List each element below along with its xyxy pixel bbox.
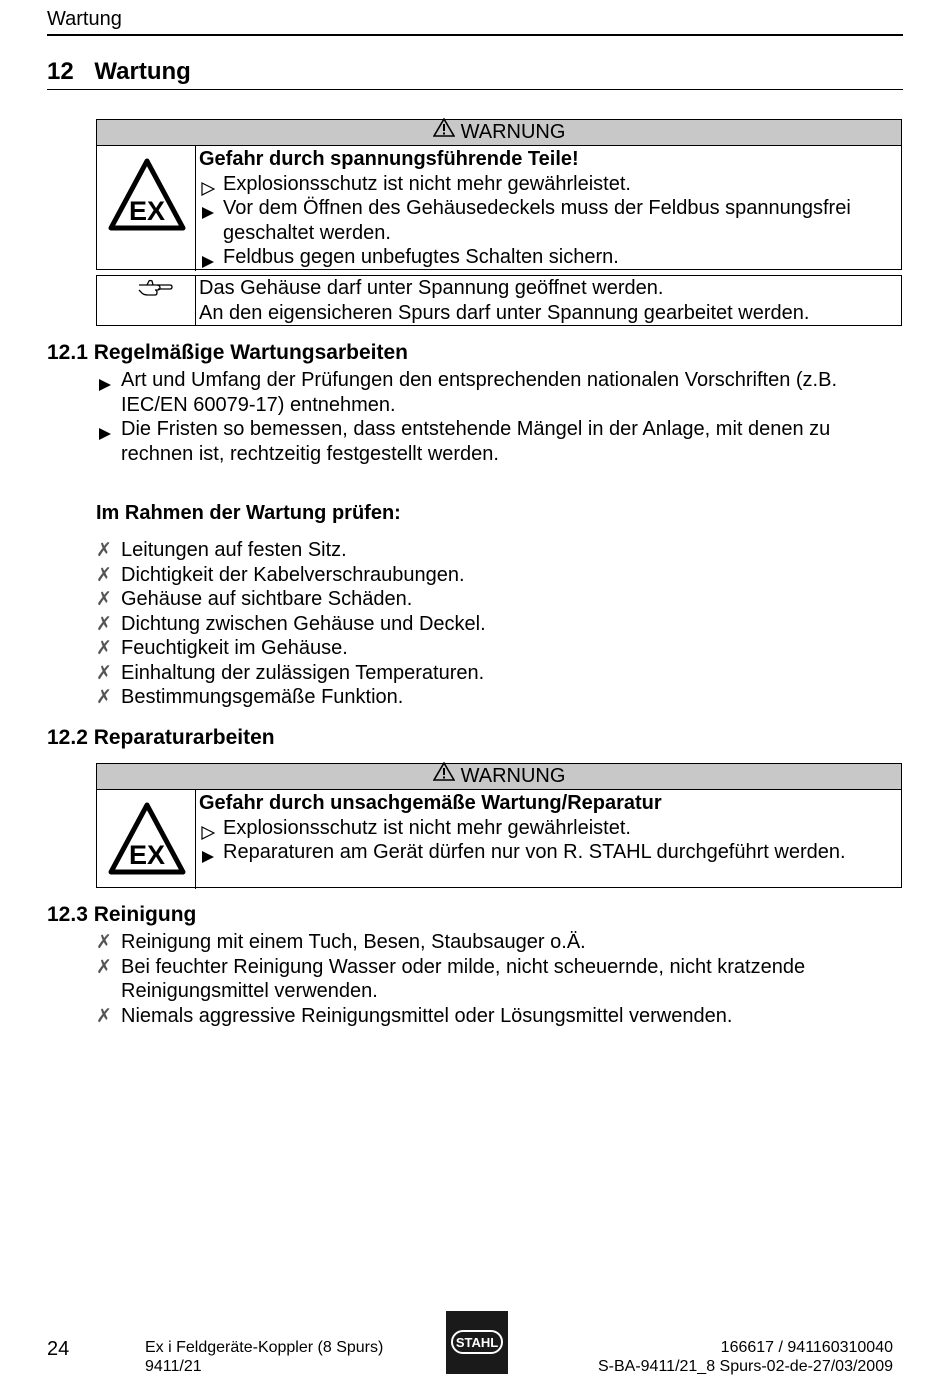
- cleaning-list: [96, 930, 906, 1028]
- list-item: Die Fristen so bemessen, dass entstehende Mängel in der Anlage, mit denen zu rechnen ist, rechtzeitig festgestellt werden.: [96, 417, 906, 466]
- footer-doc-ref: [598, 1338, 893, 1376]
- warning-box-live-parts: [96, 119, 902, 270]
- logo-text: STAHL: [455, 1335, 499, 1350]
- cross-mark-icon: ✗: [96, 612, 112, 635]
- action-triangle-icon: [98, 374, 112, 399]
- warning-title: Gefahr durch spannungsführende Teile!: [199, 148, 579, 170]
- chapter-rule: [47, 89, 903, 90]
- chapter-title-text: Wartung: [94, 58, 191, 85]
- list-item: Art und Umfang der Prüfungen den entsprechenden nationalen Vorschriften (z.B. IEC/EN 60079-17) entnehmen.: [96, 368, 906, 417]
- note-line: An den eigensicheren Spurs darf unter Spannung gearbeitet werden.: [199, 301, 810, 324]
- note-line: Das Gehäuse darf unter Spannung geöffnet werden.: [199, 277, 664, 299]
- warning-label: WARNUNG: [460, 765, 566, 787]
- warning-header: [97, 764, 901, 790]
- list-item: ✗ Leitungen auf festen Sitz.: [96, 539, 347, 561]
- list-item: ✗ Gehäuse auf sichtbare Schäden.: [96, 588, 413, 610]
- header-rule: [47, 34, 903, 36]
- list-item: ✗ Feuchtigkeit im Gehäuse.: [96, 637, 348, 659]
- check-heading: Im Rahmen der Wartung prüfen:: [96, 502, 401, 524]
- footer-doc-title: Ex i Feldgeräte-Koppler (8 Spurs): [145, 1339, 384, 1356]
- maintenance-actions-list: [96, 368, 906, 466]
- cross-mark-icon: ✗: [96, 686, 112, 708]
- section-title-12-2: 12.2 Reparaturarbeiten: [47, 726, 275, 749]
- list-item: ✗ Bei feuchter Reinigung Wasser oder milde, nicht scheuernde, nicht kratzende Reinigungsmittel verwenden.: [96, 955, 806, 1002]
- warning-action: Feldbus gegen unbefugtes Schalten sichern.: [199, 245, 901, 270]
- chapter-title: [47, 58, 191, 86]
- action-triangle-icon: [201, 202, 215, 227]
- stahl-logo: [446, 1311, 508, 1374]
- chapter-number: 12: [47, 58, 74, 85]
- cross-mark-icon: ✗: [96, 1004, 112, 1027]
- warning-label: WARNUNG: [460, 121, 566, 143]
- list-item: ✗ Einhaltung der zulässigen Temperaturen.: [96, 661, 485, 684]
- cross-mark-icon: ✗: [96, 563, 112, 586]
- warning-action: Vor dem Öffnen des Gehäusedeckels muss der Feldbus spannungsfrei geschaltet werden.: [199, 196, 901, 245]
- section-title-12-3: 12.3 Reinigung: [47, 903, 197, 926]
- svg-text:EX: EX: [128, 840, 166, 870]
- page-number: 24: [47, 1338, 70, 1360]
- action-triangle-icon: [201, 846, 215, 871]
- cross-mark-icon: ✗: [96, 588, 112, 610]
- warning-box-repair: [96, 763, 902, 888]
- note-box: [96, 275, 902, 326]
- warning-triangle-icon: [433, 118, 455, 144]
- running-header: Wartung: [47, 8, 122, 30]
- cross-mark-icon: ✗: [96, 637, 112, 659]
- footer-doc-ref-code: S-BA-9411/21_8 Spurs-02-de-27/03/2009: [597, 1358, 893, 1375]
- cross-mark-icon: ✗: [96, 955, 112, 978]
- cross-mark-icon: ✗: [96, 539, 112, 561]
- warning-header: [97, 120, 901, 146]
- warning-title: Gefahr durch unsachgemäße Wartung/Reparatur: [199, 792, 662, 814]
- pointing-hand-icon: [97, 276, 196, 325]
- footer-doc-model: 9411/21: [145, 1358, 202, 1375]
- footer-doc-id: 166617 / 941160310040: [720, 1339, 893, 1356]
- action-triangle-icon: [98, 423, 112, 448]
- svg-text:EX: EX: [128, 196, 166, 226]
- warning-consequence: Explosionsschutz ist nicht mehr gewährleistet.: [199, 816, 901, 841]
- warning-action: Reparaturen am Gerät dürfen nur von R. STAHL durchgeführt werden.: [199, 840, 901, 865]
- warning-triangle-icon: [433, 762, 455, 788]
- warning-consequence: Explosionsschutz ist nicht mehr gewährleistet.: [199, 172, 901, 197]
- list-item: ✗ Dichtigkeit der Kabelverschraubungen.: [96, 563, 465, 586]
- action-triangle-icon: [201, 251, 215, 276]
- list-item: ✗ Dichtung zwischen Gehäuse und Deckel.: [96, 612, 486, 635]
- list-item: ✗ Bestimmungsgemäße Funktion.: [96, 686, 404, 708]
- section-title-12-1: 12.1 Regelmäßige Wartungsarbeiten: [47, 341, 408, 364]
- list-item: ✗ Niemals aggressive Reinigungsmittel oder Lösungsmittel verwenden.: [96, 1004, 733, 1027]
- list-item: ✗ Reinigung mit einem Tuch, Besen, Staubsauger o.Ä.: [96, 931, 586, 953]
- footer-doc-info: [145, 1338, 383, 1376]
- ex-warning-icon: [97, 790, 196, 889]
- cross-mark-icon: ✗: [96, 931, 112, 953]
- cross-mark-icon: ✗: [96, 661, 112, 684]
- ex-warning-icon: [97, 146, 196, 271]
- check-list: [96, 538, 906, 710]
